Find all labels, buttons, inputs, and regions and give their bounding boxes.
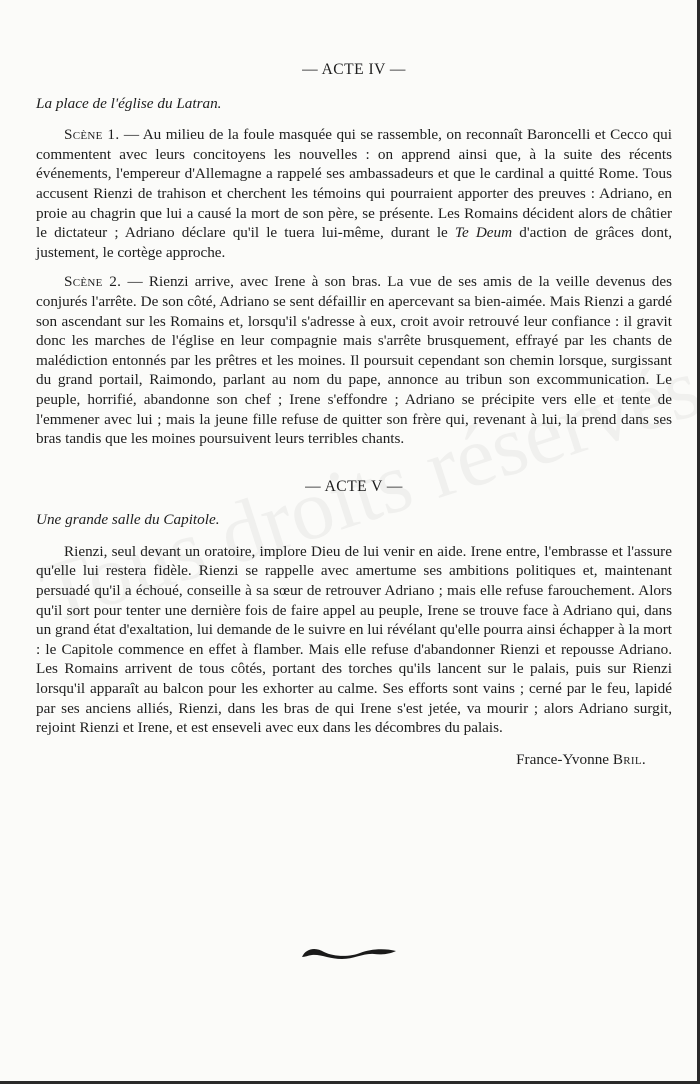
author-signature	[36, 750, 672, 770]
scene-1-text-end: d'action de grâces dont, justement, le cortège approche.	[36, 224, 672, 261]
act-iv-setting: La place de l'église du Latran.	[36, 94, 222, 112]
scene-1-text: — Au milieu de la foule masquée qui se rassemble, on reconnaît Baroncelli et Cecco qui commentent avec leurs concitoyens les nouvelles : on apprend ainsi que, à la suite des récents événements, l'empereur d'Allemagne a rappelé ses ambassadeurs et que le cardinal a quitté Rome. Tous accusent Rienzi de trahison et cherchent les témoins qui pourraient apporter des preuves : Adriano, en proie au chagrin que lui a causé la mort de son père, se présente. Les Romains décident alors de châtier le dictateur ; Adriano déclare qu'il le tuera lui-même, durant le	[36, 126, 672, 242]
scene-2-label: Scène 2.	[64, 273, 122, 291]
author-first-name: France-Yvonne	[516, 750, 613, 768]
te-deum-italic: Te Deum	[454, 224, 513, 242]
scene-2-paragraph	[36, 272, 672, 448]
scene-1-label: Scène 1.	[64, 126, 120, 144]
author-last-name: Bril.	[612, 750, 646, 768]
act-iv-heading: — ACTE IV —	[302, 61, 406, 78]
swash-ornament-icon	[298, 942, 402, 964]
synopsis-text	[36, 60, 672, 769]
act-v-heading: — ACTE V —	[305, 477, 403, 495]
scene-2-text: — Rienzi arrive, avec Irene à son bras. La vue de ses amis de la veille devenus des conjurés l'arrête. De son côté, Adriano se sent défaillir en apercevant sa bien-aimée. Mais Rienzi a gardé son ascendant sur les Romains et, lorsqu'il s'adresse à eux, croit avoir retrouvé leur confiance : il gravit donc les marches de l'église en leur compagnie mais s'arrête brusquement, effrayé par les chants de malédiction entonnés par les prêtres et les moines. Il poursuit cependant son chemin lorsque, surgissant du grand portail, Raimondo, parlant au nom du pape, annonce au tribun son excommunication. Le peuple, horrifié, abandonne son chef ; Irene s'effondre ; Adriano se précipite vers elle et tente de l'emmener avec lui ; mais la jeune fille refuse de quitter son frère qui, revenant à lui, la prend dans ses bras tandis que les moines poursuivent leurs terribles chants.	[36, 273, 672, 448]
act-v-paragraph: Rienzi, seul devant un oratoire, implore Dieu de lui venir en aide. Irene entre, l'embrasse et l'assure qu'elle lui restera fidèle. Rienzi se rappelle avec amertume ses ambitions politiques et, maintenant persuadé qu'il a échoué, conseille à sa sœur de retrouver Adriano ; mais elle refuse farouchement. Alors qu'il sort pour tenter une dernière fois de faire appel au peuple, Irene se trouve face à Adriano qui, dans un grand état d'exaltation, lui demande de le suivre en lui révélant qu'elle pourra ainsi échapper à la mort : le Capitole commence en effet à flamber. Mais elle refuse d'abandonner Rienzi et repousse Adriano. Les Romains arrivent de tous côtés, portant des torches qu'ils lancent sur le palais, puis sur Rienzi lorsqu'il apparaît au balcon pour les exhorter au calme. Ses efforts sont vains ; cerné par le feu, lapidé par ses anciens alliés, Rienzi, dans les bras de qui Irene s'est jetée, va mourir ; alors Adriano surgit, rejoint Rienzi et Irene, et est enseveli avec eux dans les décombres du palais.	[36, 542, 672, 737]
scene-1-paragraph	[36, 125, 672, 262]
act-v-setting: Une grande salle du Capitole.	[36, 511, 220, 529]
